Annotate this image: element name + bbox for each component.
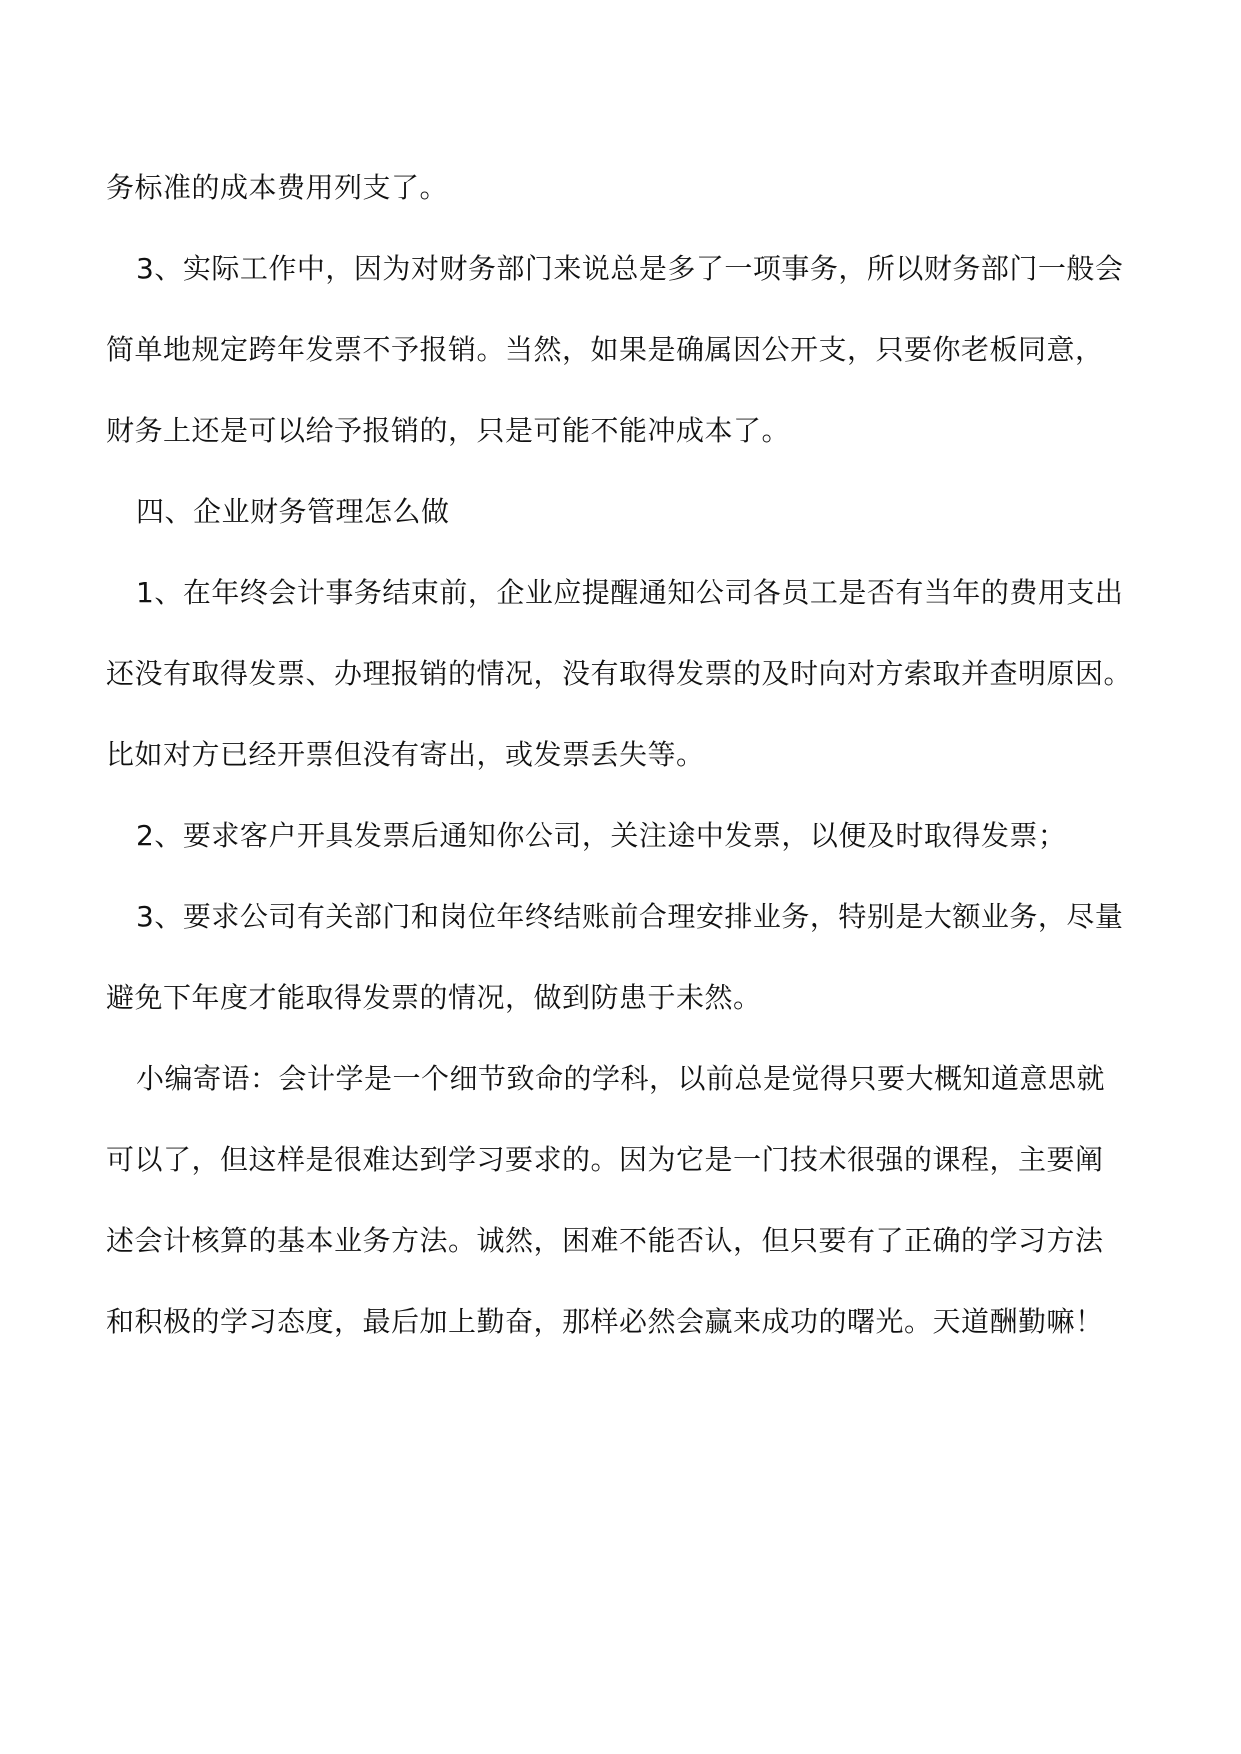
paragraph-item-3b-start: 3、要求公司有关部门和岗位年终结账前合理安排业务，特别是大额业务，尽量 [136, 900, 1124, 933]
text-line: 财务上还是可以给予报销的，只是可能不能冲成本了。 [106, 414, 791, 447]
text-line: 务标准的成本费用列支了。 [106, 171, 449, 204]
paragraph-item-2: 2、要求客户开具发票后通知你公司，关注途中发票，以便及时取得发票； [136, 819, 1067, 852]
editor-note-start: 小编寄语：会计学是一个细节致命的学科，以前总是觉得只要大概知道意思就 [136, 1062, 1106, 1095]
section-heading: 四、企业财务管理怎么做 [136, 495, 450, 528]
text-line: 比如对方已经开票但没有寄出，或发票丢失等。 [106, 738, 705, 771]
paragraph-item-1-start: 1、在年终会计事务结束前，企业应提醒通知公司各员工是否有当年的费用支出 [136, 576, 1124, 609]
text-line: 避免下年度才能取得发票的情况，做到防患于未然。 [106, 981, 762, 1014]
paragraph-item-3-start: 3、实际工作中，因为对财务部门来说总是多了一项事务，所以财务部门一般会 [136, 252, 1124, 285]
text-line: 述会计核算的基本业务方法。诚然，困难不能否认，但只要有了正确的学习方法 [106, 1224, 1104, 1257]
text-line: 和积极的学习态度，最后加上勤奋，那样必然会赢来成功的曙光。天道酬勤嘛！ [106, 1305, 1104, 1338]
text-line: 简单地规定跨年发票不予报销。当然，如果是确属因公开支，只要你老板同意， [106, 333, 1104, 366]
text-line: 可以了，但这样是很难达到学习要求的。因为它是一门技术很强的课程，主要阐 [106, 1143, 1104, 1176]
text-line: 还没有取得发票、办理报销的情况，没有取得发票的及时向对方索取并查明原因。 [106, 657, 1133, 690]
